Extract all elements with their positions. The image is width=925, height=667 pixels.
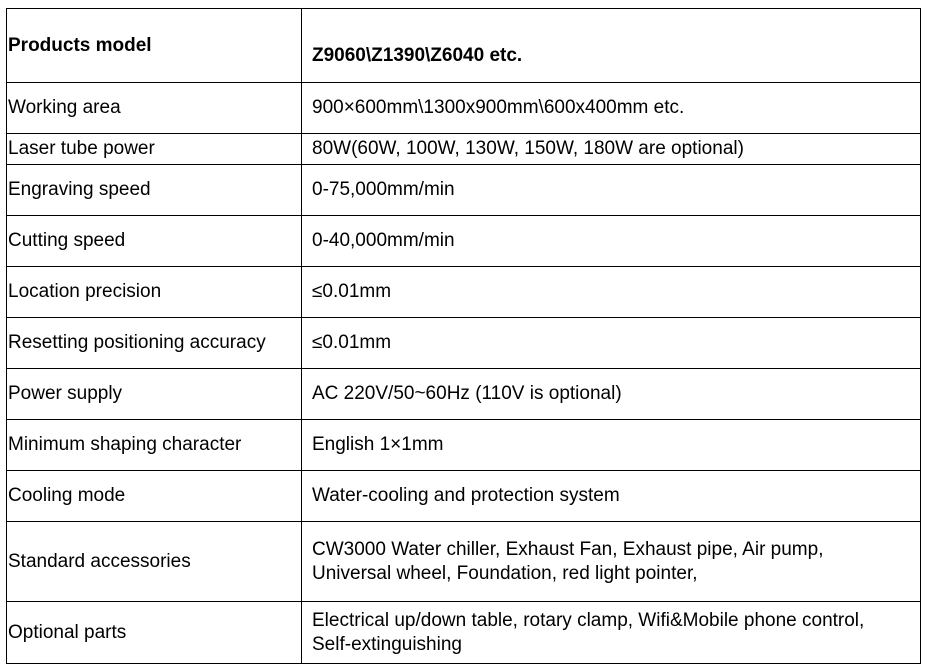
row-label: Minimum shaping character [7,420,302,471]
row-value: English 1×1mm [302,420,921,471]
row-value-line: Electrical up/down table, rotary clamp, Wifi&Mobile phone control, [312,609,865,631]
row-label: Cooling mode [7,471,302,522]
row-value: 0-40,000mm/min [302,216,921,267]
table-row [7,369,921,420]
row-label: Resetting positioning accuracy [7,318,302,369]
table-row [7,83,921,134]
row-value: 0-75,000mm/min [302,165,921,216]
table-row [7,267,921,318]
table-row [7,602,921,664]
row-value-line: Self-extinguishing [312,633,462,655]
row-label: Engraving speed [7,165,302,216]
row-value: ≤0.01mm [302,318,921,369]
row-label: Power supply [7,369,302,420]
row-value-line: Universal wheel, Foundation, red light pointer, [312,562,698,584]
spec-table [6,8,921,664]
table-row [7,318,921,369]
table-row [7,420,921,471]
table-row [7,522,921,602]
row-value: AC 220V/50~60Hz (110V is optional) [302,369,921,420]
row-label: Cutting speed [7,216,302,267]
row-label: Laser tube power [7,134,302,165]
row-value: ≤0.01mm [302,267,921,318]
row-label: Location precision [7,267,302,318]
header-value-cell: Z9060\Z1390\Z6040 etc. [302,9,921,83]
row-value: Water-cooling and protection system [302,471,921,522]
table-header-row [7,9,921,83]
row-value [302,602,921,664]
row-value-line: CW3000 Water chiller, Exhaust Fan, Exhaust pipe, Air pump, [312,538,824,560]
row-label: Optional parts [7,602,302,664]
row-label: Working area [7,83,302,134]
row-value: 900×600mm\1300x900mm\600x400mm etc. [302,83,921,134]
row-label: Standard accessories [7,522,302,602]
row-value: 80W(60W, 100W, 130W, 150W, 180W are optional) [302,134,921,165]
table-row [7,216,921,267]
table-row [7,134,921,165]
header-label-cell: Products model [7,9,302,83]
row-value [302,522,921,602]
table-row [7,471,921,522]
table-row [7,165,921,216]
